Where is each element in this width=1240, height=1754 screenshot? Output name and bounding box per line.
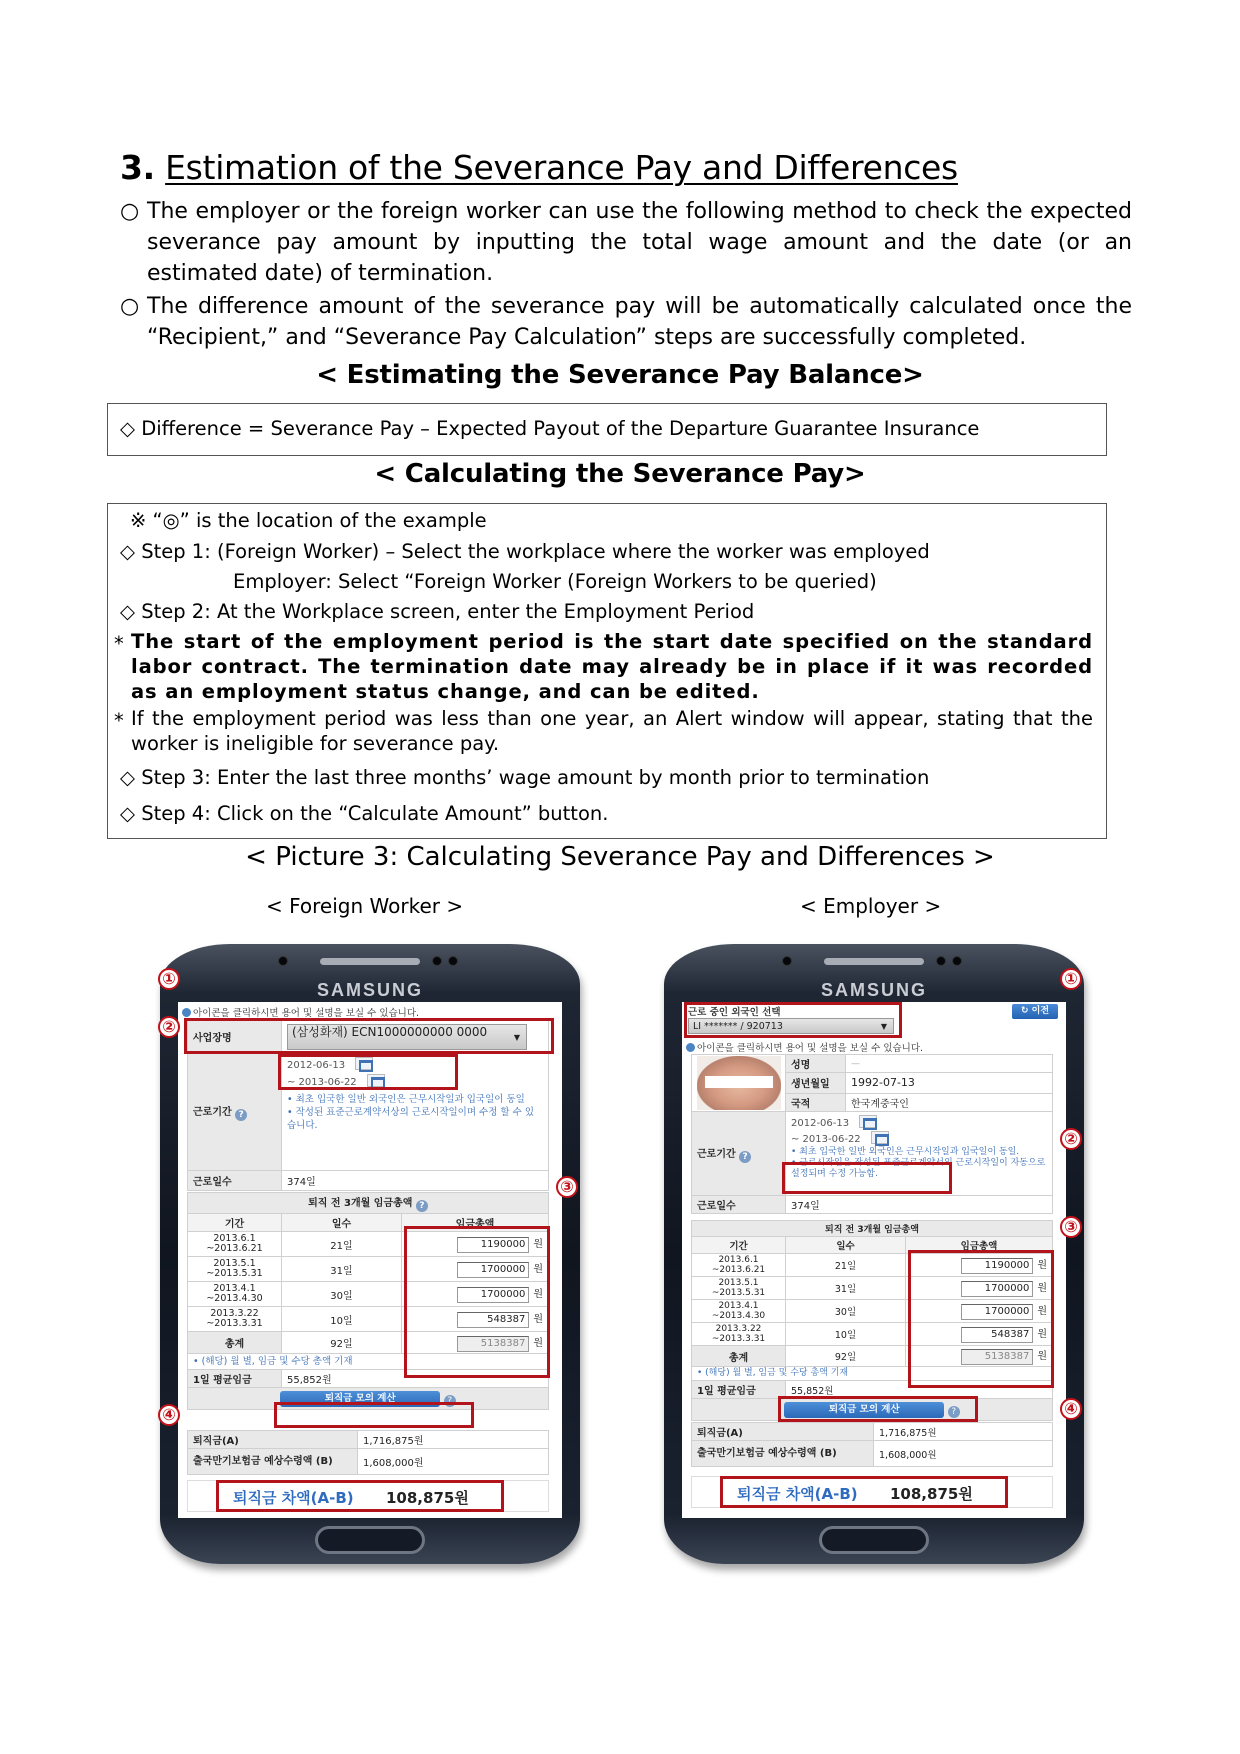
avg-wage-label: 1일 평균임금 <box>188 1370 282 1388</box>
severance-value: 1,716,875원 <box>874 1423 1053 1441</box>
employer-difference <box>691 1476 1053 1508</box>
section-title <box>120 148 958 187</box>
calendar-icon[interactable] <box>871 1131 889 1144</box>
worker-info-form <box>691 1054 1053 1214</box>
avg-wage-label: 1일 평균임금 <box>692 1381 786 1399</box>
workdays-value: 374일 <box>786 1196 1053 1214</box>
section-title-text: Estimation of the Severance Pay and Differences <box>165 148 958 187</box>
col-period: 기간 <box>692 1237 786 1254</box>
avg-wage-value: 55,852원 <box>786 1381 1053 1399</box>
name-value: — <box>846 1055 1053 1073</box>
step-4: ◇ Step 4: Click on the “Calculate Amount” button. <box>120 802 609 825</box>
difference-value: 108,875원 <box>386 1489 469 1507</box>
wage-section-title: 퇴직 전 3개월 임금총액 ? <box>188 1193 549 1214</box>
sensor-icon <box>952 956 962 966</box>
workdays-label: 근로일수 <box>188 1171 282 1191</box>
table-row: 2013.6.1 ~2013.6.21 21일 1190000 원 <box>188 1232 549 1257</box>
severance-value: 1,716,875원 <box>358 1431 549 1449</box>
wage-input[interactable]: 1700000 <box>961 1304 1033 1320</box>
difference-value: 108,875원 <box>890 1485 973 1503</box>
hint-text: 아이콘을 클릭하시면 용어 및 설명을 보실 수 있습니다. <box>686 1040 923 1054</box>
marker-4: ④ <box>158 1404 180 1426</box>
intro-paragraph-2 <box>120 291 1132 353</box>
wage-input[interactable]: 548387 <box>961 1327 1033 1343</box>
asterisk-marker: * <box>114 709 124 732</box>
birth-value: 1992-07-13 <box>846 1073 1053 1093</box>
info-icon <box>686 1043 695 1052</box>
total-row: 총계 92일 5138387 원 <box>188 1332 549 1354</box>
calculation-steps-box <box>107 503 1107 839</box>
severance-label: 퇴직금(A) <box>692 1423 874 1441</box>
workplace-select[interactable]: (삼성화재) ECN1000000000 0000 ▼ <box>287 1024 527 1050</box>
start-date-note: The start of the employment period is the start date specified on the standard labor contract. The termination date may already be in place if it was recorded as an employment status change, and can be edited. <box>131 630 1093 703</box>
phone-brand: SAMSUNG <box>820 980 927 1000</box>
foreign-worker-result-table <box>187 1430 549 1475</box>
wage-input[interactable]: 1190000 <box>457 1237 529 1253</box>
wage-input[interactable]: 1700000 <box>457 1287 529 1303</box>
marker-1: ① <box>158 968 180 990</box>
help-icon[interactable]: ? <box>235 1109 247 1121</box>
select-worker-label: 근로 중인 외국인 선택 <box>688 1007 781 1018</box>
example-note: ※ “◎” is the location of the example <box>130 509 487 532</box>
col-period: 기간 <box>188 1214 282 1232</box>
phone-screen <box>178 1002 562 1518</box>
total-wage-field: 5138387 <box>961 1349 1033 1365</box>
col-days: 일수 <box>786 1237 906 1254</box>
marker-4: ④ <box>1060 1398 1082 1420</box>
redaction-bar <box>705 1076 773 1088</box>
balance-heading: < Estimating the Severance Pay Balance> <box>316 360 924 390</box>
employment-form <box>187 1020 549 1191</box>
start-date-input[interactable]: 2012-06-13 <box>287 1060 346 1071</box>
help-icon[interactable]: ? <box>739 1151 751 1163</box>
workplace-label: 사업장명 <box>188 1021 282 1053</box>
nationality-value: 한국계중국인 <box>846 1093 1053 1111</box>
period-note-2: • 작성된 표준근로계약서상의 근로시작일이며 수정 할 수 있습니다. <box>287 1107 534 1131</box>
figure-caption: < Picture 3: Calculating Severance Pay and Differences > <box>245 842 995 872</box>
total-wage-field: 5138387 <box>457 1336 529 1352</box>
asterisk-marker: * <box>114 632 124 655</box>
insurance-label: 출국만기보험금 예상수령액 (B) <box>188 1449 358 1475</box>
table-row: 2013.3.22 ~2013.3.31 10일 548387 원 <box>188 1307 549 1332</box>
insurance-value: 1,608,000원 <box>874 1441 1053 1467</box>
calculate-button[interactable]: 퇴직금 모의 계산 <box>280 1391 440 1407</box>
balance-formula-box <box>107 403 1107 456</box>
hint-text: 아이콘을 클릭하시면 용어 및 설명을 보실 수 있습니다. <box>182 1005 419 1019</box>
insurance-label: 출국만기보험금 예상수령액 (B) <box>692 1441 874 1467</box>
marker-3: ③ <box>1060 1216 1082 1238</box>
table-row: 2013.4.1 ~2013.4.30 30일 1700000 원 <box>188 1282 549 1307</box>
wage-table <box>691 1220 1053 1421</box>
wage-table <box>187 1192 549 1410</box>
employer-result-table <box>691 1422 1053 1467</box>
marker-2: ② <box>1060 1128 1082 1150</box>
wage-note: • (해당) 월 별, 임금 및 수당 총액 기재 <box>692 1367 1053 1381</box>
insurance-value: 1,608,000원 <box>358 1449 549 1475</box>
total-row: 총계 92일 5138387 원 <box>692 1346 1053 1367</box>
period-label: 근로기간 ? <box>188 1053 282 1171</box>
home-button[interactable] <box>819 1526 929 1554</box>
birth-label: 생년월일 <box>786 1073 846 1093</box>
help-icon[interactable]: ? <box>948 1406 960 1418</box>
phone-screen <box>682 1002 1066 1518</box>
sensor-icon <box>936 956 946 966</box>
balance-formula: ◇ Difference = Severance Pay – Expected Payout of the Departure Guarantee Insurance <box>120 417 980 440</box>
step-1-employer: Employer: Select “Foreign Worker (Foreign Workers to be queried) <box>233 570 877 593</box>
wage-input[interactable]: 1700000 <box>457 1262 529 1278</box>
marker-3: ③ <box>556 1176 578 1198</box>
foreign-worker-label: < Foreign Worker > <box>266 894 464 918</box>
table-row: 2013.6.1 ~2013.6.21 21일 1190000 원 <box>692 1254 1053 1277</box>
wage-input[interactable]: 1700000 <box>961 1281 1033 1297</box>
refresh-icon: ↻ <box>1020 1006 1032 1016</box>
marker-2: ② <box>158 1016 180 1038</box>
nationality-label: 국적 <box>786 1093 846 1111</box>
worker-select[interactable]: LI ******* / 920713 ▼ <box>688 1018 894 1034</box>
table-row: 2013.3.22 ~2013.3.31 10일 548387 원 <box>692 1323 1053 1346</box>
table-row: 2013.4.1 ~2013.4.30 30일 1700000 원 <box>692 1300 1053 1323</box>
foreign-worker-phone <box>160 944 580 1564</box>
severance-label: 퇴직금(A) <box>188 1431 358 1449</box>
calendar-icon[interactable] <box>859 1115 877 1128</box>
employer-phone <box>664 944 1084 1564</box>
table-row: 2013.5.1 ~2013.5.31 31일 1700000 원 <box>692 1277 1053 1300</box>
calendar-icon[interactable] <box>355 1057 373 1070</box>
back-button[interactable]: ↻ 이전 <box>1012 1004 1058 1019</box>
help-icon[interactable]: ? <box>444 1395 456 1407</box>
difference-label: 퇴직금 차액(A-B) <box>233 1489 354 1507</box>
period-label: 근로기간 ? <box>692 1112 786 1196</box>
start-date-input[interactable]: 2012-06-13 <box>791 1118 850 1129</box>
intro-paragraph-1 <box>120 196 1132 289</box>
step-3: ◇ Step 3: Enter the last three months’ wage amount by month prior to termination <box>120 766 930 789</box>
employer-label: < Employer > <box>800 894 942 918</box>
circle-bullet-icon: ○ <box>120 199 140 224</box>
section-number: 3. <box>120 148 155 187</box>
col-wage: 임금총액 <box>402 1214 549 1232</box>
col-days: 일수 <box>282 1214 402 1232</box>
home-button[interactable] <box>315 1526 425 1554</box>
camera-icon <box>278 956 288 966</box>
calendar-icon[interactable] <box>367 1074 385 1087</box>
alert-note: If the employment period was less than one year, an Alert window will appear, stating that the worker is ineligible for severance pay. <box>131 707 1093 755</box>
chevron-down-icon: ▼ <box>513 1032 520 1042</box>
sensor-icon <box>448 956 458 966</box>
speaker-grille <box>320 958 420 965</box>
end-date-input[interactable]: ~ 2013-06-22 <box>791 1134 861 1145</box>
info-icon <box>182 1008 191 1017</box>
avg-wage-value: 55,852원 <box>282 1370 549 1388</box>
marker-1: ① <box>1060 968 1082 990</box>
wage-input[interactable]: 548387 <box>457 1312 529 1328</box>
sensor-icon <box>432 956 442 966</box>
table-row: 2013.5.1 ~2013.5.31 31일 1700000 원 <box>188 1257 549 1282</box>
step-2: ◇ Step 2: At the Workplace screen, enter the Employment Period <box>120 600 755 623</box>
period-note-1: • 최초 입국한 일반 외국인은 근무시작일과 입국일이 동일. <box>791 1147 1020 1157</box>
period-note-1: • 최초 입국한 일반 외국인은 근무시작일과 입국일이 동일 <box>287 1094 525 1105</box>
help-icon[interactable]: ? <box>416 1200 428 1212</box>
wage-input[interactable]: 1190000 <box>961 1258 1033 1274</box>
chevron-down-icon: ▼ <box>880 1022 887 1031</box>
worker-photo <box>692 1055 786 1112</box>
foreign-worker-difference <box>187 1480 549 1512</box>
wage-note: • (해당) 월 별, 임금 및 수당 총액 기재 <box>188 1354 549 1370</box>
calculation-heading: < Calculating the Severance Pay> <box>374 459 866 489</box>
difference-label: 퇴직금 차액(A-B) <box>737 1485 858 1503</box>
workdays-value: 374일 <box>282 1171 549 1191</box>
circle-bullet-icon: ○ <box>120 294 140 319</box>
name-label: 성명 <box>786 1055 846 1073</box>
phone-brand: SAMSUNG <box>316 980 423 1000</box>
end-date-input[interactable]: ~ 2013-06-22 <box>287 1077 357 1088</box>
speaker-grille <box>824 958 924 965</box>
calculate-button[interactable]: 퇴직금 모의 계산 <box>784 1402 944 1418</box>
period-note-2: • 근로시작일은 작성된 표준근로계약서의 근로시작일이 자동으로 설정되며 수정 가능함. <box>791 1158 1046 1179</box>
step-1: ◇ Step 1: (Foreign Worker) – Select the workplace where the worker was employed <box>120 540 930 563</box>
wage-section-title: 퇴직 전 3개월 임금총액 <box>692 1221 1053 1237</box>
col-wage: 임금총액 <box>906 1237 1053 1254</box>
workdays-label: 근로일수 <box>692 1196 786 1214</box>
camera-icon <box>782 956 792 966</box>
paragraph-text: The difference amount of the severance pay will be automatically calculated once the “Recipient,” and “Severance Pay Calculation” steps are successfully completed. <box>147 294 1132 350</box>
paragraph-text: The employer or the foreign worker can use the following method to check the expected severance pay amount by inputting the total wage amount and the date (or an estimated date) of termination. <box>147 199 1132 286</box>
